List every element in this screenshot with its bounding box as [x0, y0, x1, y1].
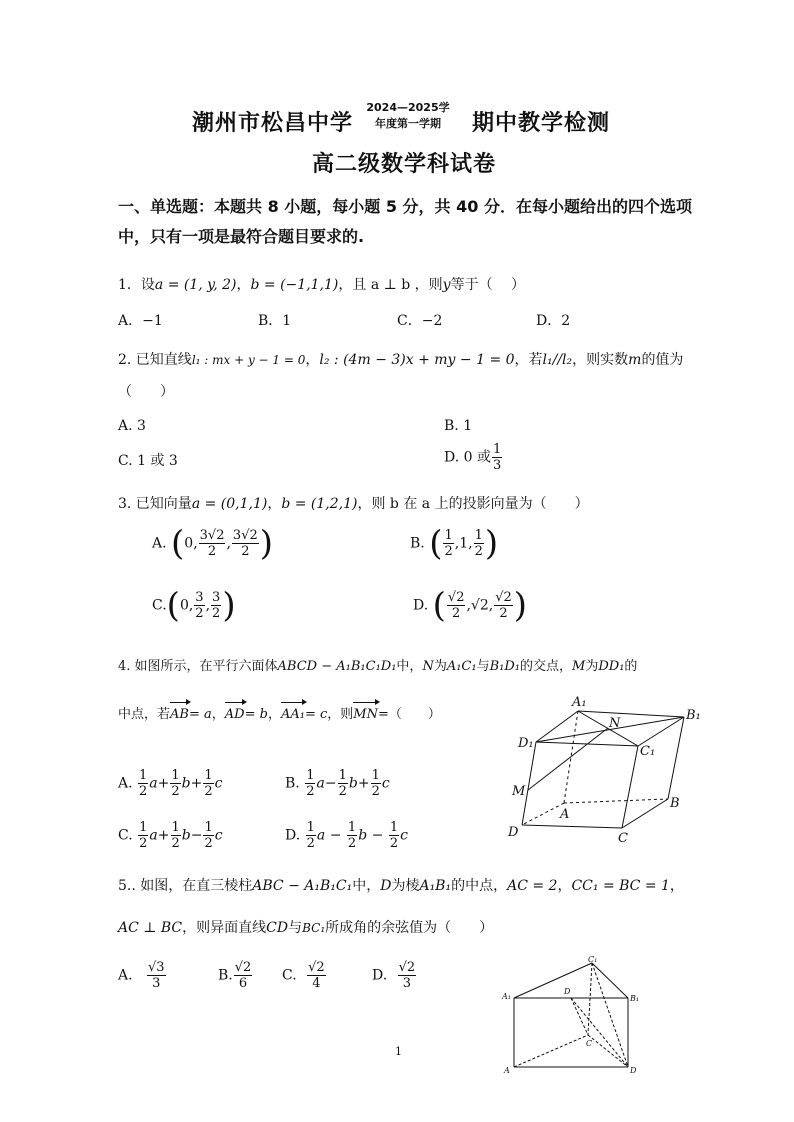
- segment-mn: [528, 728, 608, 790]
- q1-option-b[interactable]: B．1: [258, 313, 292, 329]
- frac-den: 2: [499, 606, 508, 621]
- q4-eq: = b: [244, 707, 268, 722]
- parallelepiped-figure: [500, 695, 720, 850]
- var: b: [181, 827, 191, 844]
- q2-variable: m: [628, 352, 642, 368]
- option-label: C.: [282, 967, 297, 984]
- frac-den: 3: [492, 458, 502, 473]
- fraction: [203, 768, 213, 799]
- q2-condition: ，若: [514, 352, 543, 368]
- label-c: C: [618, 831, 628, 846]
- frac-num: √2: [398, 960, 416, 975]
- option-label: B.: [218, 967, 233, 984]
- comma: ,: [226, 535, 231, 552]
- var: c: [400, 827, 408, 844]
- value: ,√2,: [466, 597, 494, 614]
- var: b: [358, 827, 368, 844]
- q3-option-c[interactable]: [152, 585, 236, 626]
- q2-option-d-fraction: [492, 442, 502, 473]
- edge-c1c-hidden: [588, 963, 592, 1035]
- q4-option-a[interactable]: A. $\frac{1}{2}$ a+ $\frac{1}{2}$ b+ $\frac{1}{2}$ c: [118, 768, 223, 799]
- frac-num: 1: [204, 820, 213, 835]
- q4-segment: DD₁: [598, 659, 625, 674]
- fraction: [307, 960, 326, 991]
- fraction: [306, 820, 316, 851]
- frac-num: 1: [204, 768, 213, 783]
- label-a1: A₁: [502, 992, 511, 1001]
- edge-dc: [522, 825, 622, 828]
- edge-ad-hidden: [522, 803, 564, 825]
- label-a1: A₁: [572, 695, 587, 710]
- q3-option-d[interactable]: [413, 585, 528, 626]
- q1-vector-a: a = (1, y, 2): [154, 277, 237, 293]
- label-b1: B₁: [630, 994, 640, 1003]
- q4-point-n: N: [422, 659, 434, 674]
- q5-cond: CC₁ = BC = 1: [571, 878, 670, 894]
- value: ,1,: [454, 535, 473, 552]
- frac-num: 1: [338, 768, 347, 783]
- fraction: [194, 590, 204, 621]
- frac-num: 1: [371, 768, 380, 783]
- paren-right: ): [259, 523, 274, 564]
- q5-option-c[interactable]: [282, 960, 327, 991]
- q4-option-d[interactable]: D. $\frac{1}{2}$ a − $\frac{1}{2}$ b − $\frac{1}{2}$ c: [285, 820, 408, 851]
- paren-left: (: [166, 585, 180, 626]
- label-d1: D₁: [518, 736, 534, 751]
- edge-ac-hidden: [514, 1035, 588, 1067]
- q1-condition: ，且 a ⊥ b ，则: [338, 277, 443, 293]
- frac-num: 1: [306, 768, 315, 783]
- q4-option-b[interactable]: B. $\frac{1}{2}$ a− $\frac{1}{2}$ b+ $\frac{1}{2}$ c: [285, 768, 390, 799]
- q4-eq: = c: [304, 707, 328, 722]
- school-year-line2: 年度第一学期: [375, 117, 441, 130]
- exam-name: 期中教学检测: [472, 111, 611, 136]
- label-a: A: [504, 1066, 510, 1075]
- frac-num: 1: [139, 820, 148, 835]
- school-name: 潮州市松昌中学: [192, 111, 354, 136]
- label-c: C: [586, 1039, 593, 1048]
- q2-tail-2: 的值为: [641, 352, 684, 368]
- q4-segment: B₁D₁: [489, 659, 521, 674]
- q5-option-a[interactable]: [118, 960, 167, 991]
- q5-text: 的中点，: [451, 878, 508, 894]
- q2-option-d-label: D. 0 或: [444, 449, 491, 466]
- q5-text: 中，: [352, 878, 381, 894]
- q5-text: ，则异面直线: [182, 920, 267, 936]
- question-2: 2. 已知直线l₁ : mx + y − 1 = 0，l₂ : (4m − 3)x + my − 1 = 0，若l₁//l₂，则实数m的值为: [118, 352, 684, 368]
- frac-den: 2: [195, 606, 204, 621]
- q2-tail: ，则实数: [572, 352, 629, 368]
- q3-tail: ，则 b 在 a 上的投影向量为（ ）: [357, 496, 589, 512]
- fraction: [347, 820, 357, 851]
- edge-cb: [622, 799, 668, 828]
- q5-segment: A₁B₁: [419, 878, 452, 894]
- frac-den: 2: [204, 836, 213, 851]
- q5-segment: BC₁: [302, 921, 326, 935]
- frac-num: 3: [212, 590, 221, 605]
- var: c: [214, 827, 223, 844]
- var: a: [149, 827, 158, 844]
- paren-right: ): [222, 585, 236, 626]
- q4-text: 中，: [396, 659, 423, 674]
- q1-option-a[interactable]: A．−1: [118, 313, 163, 329]
- option-label: B.: [410, 535, 425, 552]
- question-5-line-2: [118, 917, 493, 939]
- fraction: [371, 768, 381, 799]
- q3-option-b[interactable]: [410, 523, 499, 564]
- option-label: B.: [285, 775, 300, 792]
- q1-vector-b: b = (−1,1,1): [250, 277, 339, 293]
- label-c1: C₁: [588, 955, 598, 964]
- frac-den: 2: [306, 836, 315, 851]
- paren-left: (: [171, 523, 185, 564]
- q2-line-2: l₂ : (4m − 3)x + my − 1 = 0: [319, 352, 515, 368]
- edge-ab-hidden: [564, 799, 668, 803]
- q5-prefix: 5.. 如图，在直三棱柱: [118, 878, 253, 894]
- label-b1: B₁: [686, 708, 701, 723]
- frac-num: 1: [389, 820, 399, 835]
- fraction: [147, 960, 166, 991]
- value: 0,: [179, 597, 194, 614]
- school-year: [358, 100, 458, 132]
- q5-cond: AC ⊥ BC: [118, 920, 183, 936]
- question-4-line-2: 中点，若AB= a，AD= b，AA₁= c，则MN=（ ）: [118, 702, 441, 726]
- frac-den: 3: [152, 976, 161, 991]
- question-3: 3. 已知向量a = (0,1,1)，b = (1,2,1)，则 b 在 a 上的投影向量为（ ）: [118, 496, 589, 512]
- frac-den: 2: [338, 784, 347, 799]
- option-label: A.: [118, 967, 133, 984]
- fraction: [199, 528, 226, 559]
- option-label: C.: [152, 597, 167, 614]
- q1-prefix: 1．设: [118, 277, 155, 293]
- q4-point-m: M: [572, 659, 586, 674]
- frac-den: 2: [139, 836, 148, 851]
- q2-option-b[interactable]: B. 1: [444, 418, 473, 434]
- q2-option-a[interactable]: A. 3: [118, 418, 146, 434]
- fraction: [305, 768, 315, 799]
- fraction: [443, 528, 453, 559]
- frac-den: 2: [371, 784, 380, 799]
- fraction: [474, 528, 484, 559]
- q4-text: ，则: [327, 707, 354, 722]
- label-b: B: [670, 796, 680, 811]
- q2-paren: （ ）: [118, 384, 174, 400]
- frac-num: 3: [195, 590, 204, 605]
- fraction: [494, 590, 513, 621]
- value: 0,: [184, 535, 198, 552]
- q5-cond: AC = 2: [507, 878, 558, 894]
- frac-den: 2: [306, 784, 315, 799]
- frac-num: 1: [139, 768, 148, 783]
- option-label: D.: [372, 967, 388, 984]
- frac-den: 2: [241, 544, 250, 559]
- frac-den: 2: [389, 836, 399, 851]
- prism-figure: [500, 955, 650, 1075]
- var: a: [149, 775, 158, 792]
- var: c: [214, 775, 223, 792]
- edge-a1b1: [578, 711, 684, 717]
- q4-eq: = a: [188, 707, 212, 722]
- q3-prefix: 3. 已知向量: [118, 496, 192, 512]
- frac-num: √2: [447, 590, 465, 605]
- q4-vector: AA₁: [281, 702, 305, 726]
- var: b: [181, 775, 191, 792]
- q5-point-d: D: [380, 878, 392, 894]
- fraction: [138, 768, 148, 799]
- paren-left: (: [429, 523, 443, 564]
- segment-db-hidden: [571, 998, 628, 1067]
- question-5: 5.. 如图，在直三棱柱ABC − A₁B₁C₁中，D为棱A₁B₁的中点，AC = 2，CC₁ = BC = 1，: [118, 878, 684, 894]
- frac-den: 2: [347, 836, 357, 851]
- question-1: 1．设a = (1, y, 2)，b = (−1,1,1)，且 a ⊥ b ，则y等于（ ）: [118, 277, 526, 293]
- q4-text: 与: [476, 659, 490, 674]
- var: b: [348, 775, 358, 792]
- section-line-1: 一、单选题：本题共 8 小题，每小题 5 分，共 40 分．在每小题给出的四个选项: [118, 197, 692, 216]
- q1-tail: 等于（ ）: [450, 277, 526, 293]
- fraction: [203, 820, 213, 851]
- edge-b1b: [668, 717, 684, 799]
- frac-den: 2: [474, 544, 483, 559]
- fraction: [211, 590, 221, 621]
- q4-vector: MN: [353, 702, 378, 726]
- fraction: [447, 590, 466, 621]
- q4-solid: ABCD − A₁B₁C₁D₁: [277, 659, 397, 674]
- label-a: A: [560, 807, 570, 822]
- fraction: [232, 528, 259, 559]
- q4-text: 为: [433, 659, 447, 674]
- q2-prefix: 2. 已知直线: [118, 352, 192, 368]
- paren-right: ): [484, 523, 499, 564]
- frac-den: 2: [452, 606, 461, 621]
- frac-den: 2: [444, 544, 453, 559]
- frac-num: √2: [308, 960, 325, 975]
- q5-text: 所成角的余弦值为（ ）: [325, 920, 494, 936]
- label-m: M: [512, 784, 526, 799]
- frac-num: 3√2: [232, 528, 258, 543]
- frac-den: 2: [207, 544, 217, 559]
- fraction: [138, 820, 148, 851]
- label-n: N: [609, 716, 621, 731]
- fraction: [234, 960, 253, 991]
- edge-c1b1: [592, 963, 628, 998]
- frac-num: √2: [234, 960, 252, 975]
- q5-option-d[interactable]: [372, 960, 417, 991]
- frac-den: 2: [139, 784, 148, 799]
- label-d: D: [564, 987, 571, 996]
- section-instructions: [118, 192, 692, 252]
- label-c1: C₁: [640, 744, 656, 759]
- fraction: [338, 768, 348, 799]
- q4-vector: AD: [225, 702, 245, 726]
- q2-parallel: l₁//l₂: [542, 352, 573, 368]
- segment-bc1-hidden: [592, 963, 628, 1067]
- q3-vector-b: b = (1,2,1): [281, 496, 358, 512]
- paren-right: ): [513, 585, 528, 626]
- q1-option-c[interactable]: C．−2: [397, 313, 443, 329]
- q4-text: =（ ）: [377, 707, 441, 722]
- q5-text: 为棱: [391, 878, 420, 894]
- edge-a1c1: [514, 963, 592, 998]
- frac-num: √2: [495, 590, 512, 605]
- frac-den: 2: [204, 784, 213, 799]
- q1-variable: y: [442, 277, 451, 293]
- frac-num: 1: [171, 820, 180, 835]
- option-label: C.: [118, 827, 133, 844]
- paren-left: (: [432, 585, 446, 626]
- q5-prism: ABC − A₁B₁C₁: [252, 878, 353, 894]
- q4-text: 的: [624, 659, 638, 674]
- frac-den: 3: [402, 976, 412, 991]
- frac-den: 4: [312, 976, 321, 991]
- q2-option-c[interactable]: C. 1 或 3: [118, 453, 178, 469]
- q3-option-a[interactable]: [152, 523, 274, 564]
- edge-d1a1: [536, 711, 578, 742]
- frac-num: 1: [306, 820, 315, 835]
- var: a: [316, 827, 326, 844]
- frac-num: 3√2: [199, 528, 225, 543]
- frac-num: 1: [171, 768, 180, 783]
- option-label: D.: [285, 827, 301, 844]
- q1-option-d[interactable]: D．2: [536, 313, 571, 329]
- question-4: [118, 656, 637, 678]
- frac-den: 2: [212, 606, 221, 621]
- frac-den: 6: [238, 976, 248, 991]
- frac-num: 1: [444, 528, 453, 543]
- option-label: A.: [152, 535, 167, 552]
- fraction: [398, 960, 417, 991]
- var: c: [381, 775, 390, 792]
- q5-option-b[interactable]: [218, 960, 253, 991]
- segment-cd-hidden: [571, 998, 588, 1035]
- label-b: D: [630, 1066, 637, 1075]
- frac-den: 2: [171, 784, 180, 799]
- school-year-line1: 2024—2025学: [366, 101, 450, 114]
- q2-line-1: l₁ : mx + y − 1 = 0: [191, 353, 306, 367]
- page-number: 1: [395, 1045, 402, 1058]
- section-line-2: 中，只有一项是最符合题目要求的.: [118, 227, 365, 246]
- q5-segment: CD: [266, 920, 289, 936]
- q4-text: 中点，若: [118, 707, 171, 722]
- frac-num: 1: [474, 528, 483, 543]
- frac-num: 1: [492, 442, 502, 457]
- frac-num: 1: [347, 820, 357, 835]
- frac-num: √3: [148, 960, 165, 975]
- q4-vector: AB: [170, 702, 189, 726]
- q4-option-c[interactable]: C. $\frac{1}{2}$ a+ $\frac{1}{2}$ b− $\frac{1}{2}$ c: [118, 820, 223, 851]
- label-d: D: [508, 825, 519, 840]
- option-label: D.: [413, 597, 429, 614]
- fraction: [170, 768, 180, 799]
- q4-segment: A₁C₁: [446, 659, 477, 674]
- comma: ,: [205, 597, 211, 614]
- q4-prefix: 4. 如图所示，在平行六面体: [118, 659, 278, 674]
- paper-subtitle: 高二级数学科试卷: [312, 152, 497, 177]
- frac-den: 2: [171, 836, 180, 851]
- q4-text: 的交点，: [520, 659, 573, 674]
- var: a: [316, 775, 325, 792]
- q4-text: 为: [585, 659, 599, 674]
- fraction: [389, 820, 399, 851]
- edge-c1c: [622, 746, 638, 828]
- fraction: [171, 820, 181, 851]
- q5-text: 与: [288, 920, 303, 936]
- q2-option-d[interactable]: [444, 442, 503, 473]
- q3-vector-a: a = (0,1,1): [191, 496, 268, 512]
- option-label: A.: [118, 775, 133, 792]
